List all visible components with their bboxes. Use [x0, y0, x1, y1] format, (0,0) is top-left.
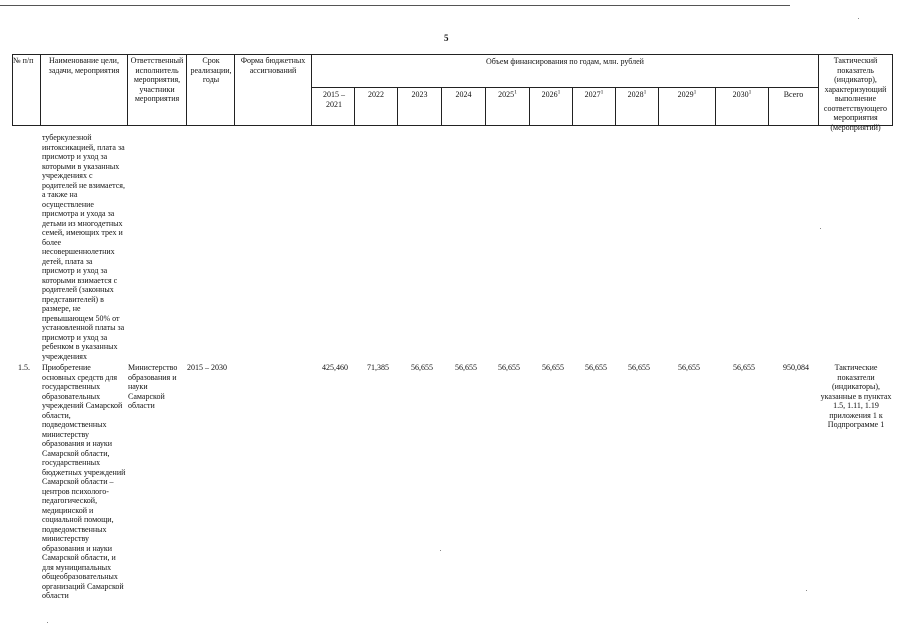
header-term: Срок реализации, годы [190, 56, 232, 84]
row-num: 1.5. [18, 363, 30, 372]
header-funding: Объем финансирования по годам, млн. рублей [486, 57, 644, 66]
year-header: 2015 – 2021 [323, 90, 345, 109]
year-header: 2023 [411, 90, 428, 99]
year-header: 2027$^1$ [584, 89, 604, 99]
header-num: № п/п [13, 56, 34, 65]
header-indicator: Тактический показатель (индикатор), характеризующий выполнение соответствующего мероприятия (мероприятий) [823, 56, 888, 132]
row-value: 425,460 [322, 363, 348, 372]
scan-speck [47, 622, 48, 623]
scan-speck [858, 18, 859, 19]
year-header: 2030$^1$ [732, 89, 752, 99]
row-term: 2015 – 2030 [187, 363, 227, 372]
header-responsible: Ответственный исполнитель мероприятия, участники мероприятия [130, 56, 184, 103]
row-value: 56,655 [542, 363, 564, 372]
year-header: 2024 [455, 90, 472, 99]
year-header: 2028$^1$ [627, 89, 647, 99]
row-value: 71,385 [367, 363, 389, 372]
row-responsible: Министерство образования и науки Самарской области [128, 363, 178, 410]
row-value: 56,655 [498, 363, 520, 372]
header-form: Форма бюджетных ассигнований [240, 56, 306, 75]
row-value: 56,655 [455, 363, 477, 372]
column-divider [40, 54, 41, 126]
table-border-right [892, 54, 893, 126]
year-header-total: Всего [783, 90, 804, 99]
table-top-border [12, 54, 892, 55]
header-bottom-border [12, 125, 892, 126]
page-number: 5 [444, 33, 449, 43]
scan-speck [806, 590, 807, 591]
column-divider [186, 54, 187, 126]
year-header: 2022 [368, 90, 384, 99]
row-value: 56,655 [628, 363, 650, 372]
row-value-total: 950,084 [783, 363, 809, 372]
continuation-text: туберкулезной интоксикацией, плата за присмотр и уход за которыми в указанных учреждениях с родителей не взимается, а также на осуществление присмотра и ухода за детьми из многодетных семей, имеющих трех и более несовершеннолетних детей, плата за присмотр и уход за которыми взимается с родителей (законных представителей) в размере, не превышающем 50% от установленной платы за присмотр и уход за ребенком в указанных учреждениях [42, 133, 125, 361]
scan-speck [440, 550, 441, 551]
row-indicator: Тактические показатели (индикаторы), указанные в пунктах 1.5, 1.11, 1.19 приложения 1 к Подпрограмме 1 [820, 363, 892, 429]
year-header: 2025$^1$ [498, 89, 517, 99]
row-value: 56,655 [585, 363, 607, 372]
scan-speck [820, 228, 821, 229]
row-value: 56,655 [733, 363, 755, 372]
header-name: Наименование цели, задачи, мероприятия [48, 56, 120, 75]
row-value: 56,655 [678, 363, 700, 372]
row-value: 56,655 [411, 363, 433, 372]
row-name: Приобретение основных средств для государственных образовательных учреждений Самарской области, подведомственных министерству образования и науки Самарской области, государственных бюджетных учреждений Самарской области – центров психолого-педагогической, медицинской и социальной помощи, подведомственных министерству образования и науки Самарской области, и для муниципальных общеобразовательных организаций Самарской области [42, 363, 126, 600]
year-header: 2026$^1$ [541, 89, 561, 99]
top-rule [0, 5, 790, 6]
year-header: 2029$^1$ [677, 89, 697, 99]
years-divider [311, 87, 818, 88]
